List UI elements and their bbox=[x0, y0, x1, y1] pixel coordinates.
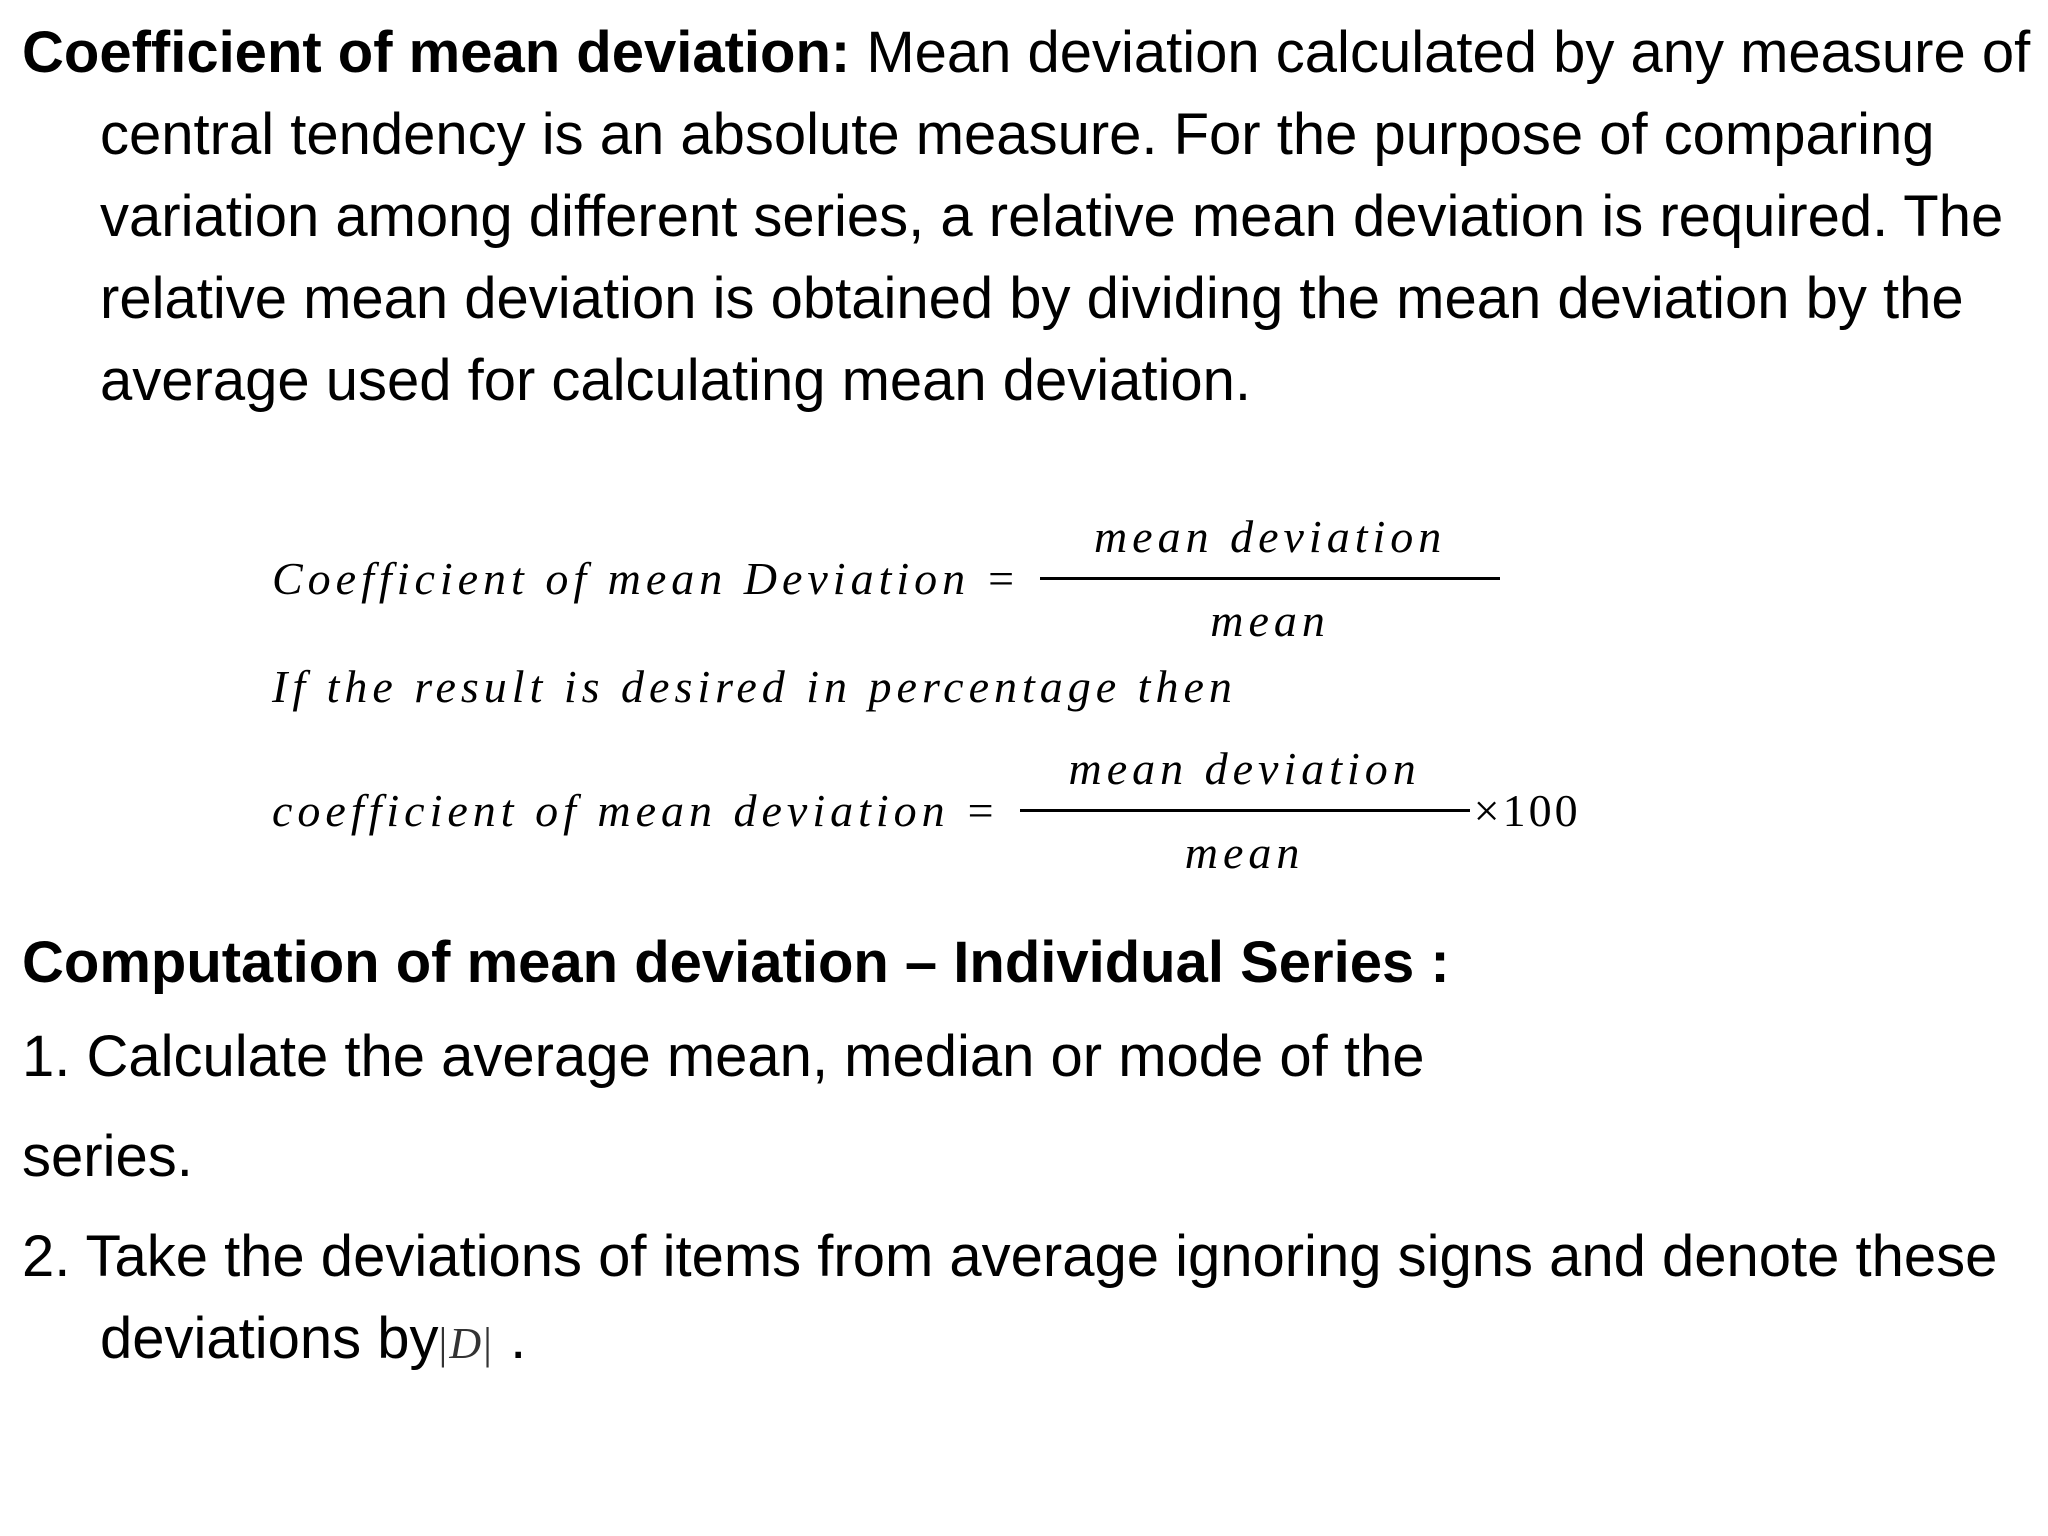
formula1-numerator: mean deviation bbox=[1093, 511, 1447, 562]
formula2-denominator: mean bbox=[1184, 827, 1305, 878]
formula1-denominator: mean bbox=[1210, 595, 1330, 646]
formula-coefficient bbox=[272, 510, 1500, 647]
formula1-fraction bbox=[1040, 510, 1500, 647]
abs-deviation-symbol bbox=[439, 1319, 494, 1368]
abs-bar-left: | bbox=[438, 1319, 450, 1368]
step-1-line-2: series. bbox=[22, 1124, 193, 1189]
percentage-condition: If the result is desired in percentage then bbox=[272, 661, 1237, 712]
formula2-numerator: mean deviation bbox=[1068, 743, 1421, 794]
step-2-end: . bbox=[493, 1306, 527, 1371]
formula1-lhs: Coefficient of mean Deviation bbox=[272, 553, 971, 604]
intro-term: Coefficient of mean deviation: bbox=[22, 20, 851, 85]
formula1-equals: = bbox=[988, 553, 1015, 604]
abs-d-letter: D bbox=[449, 1319, 484, 1368]
intro-paragraph bbox=[22, 12, 2048, 422]
abs-bar-right: | bbox=[483, 1319, 494, 1368]
formula-coefficient-percent bbox=[272, 742, 1581, 879]
step-2 bbox=[22, 1216, 2048, 1385]
intro-text: Mean deviation calculated by any measure of central tendency is an absolute measure. For the purpose of comparing variation among different series, a relative mean deviation is required. The relative mean deviation is obtained by dividing the mean deviation by the average used for calculating mean deviation. bbox=[100, 20, 2031, 413]
step-2-text: 2. Take the deviations of items from average ignoring signs and denote these deviations by bbox=[22, 1224, 1998, 1371]
step-1-line-1: 1. Calculate the average mean, median or mode of the bbox=[22, 1024, 1425, 1089]
formula2-multiplier: ×100 bbox=[1473, 785, 1581, 836]
formula2-fraction bbox=[1020, 742, 1470, 879]
computation-heading: Computation of mean deviation – Individual Series : bbox=[22, 930, 1450, 995]
formula2-equals: = bbox=[967, 785, 994, 836]
formula2-lhs: coefficient of mean deviation bbox=[272, 785, 950, 836]
